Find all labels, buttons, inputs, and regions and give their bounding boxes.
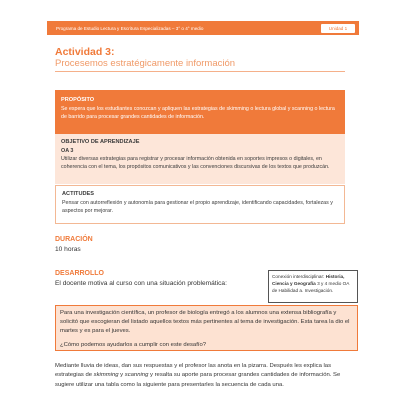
interdisciplinary-note — [268, 270, 358, 303]
header-bar — [47, 21, 359, 35]
proposito-box — [55, 90, 345, 134]
objetivo-text: Utilizar diversas estrategias para registrar y procesar información obtenida en soportes impresos o digitales, en coherencia con el tema, los propósitos comunicativos y las convenciones discursivas de los textos que produzcán. — [61, 156, 330, 170]
body-term-scanning: scanning — [124, 372, 149, 379]
duracion-value: 10 horas — [55, 246, 81, 253]
activity-subtitle: Procesemos estratégicamente información — [55, 58, 236, 69]
actitudes-heading: ACTITUDES — [62, 191, 95, 197]
objetivo-box — [55, 134, 345, 184]
body-paragraph — [55, 362, 358, 390]
activity-title: Actividad 3: — [55, 46, 115, 58]
problem-text: Para una investigación científica, un profesor de biología entregó a los alumnos una extensa bibliografía y solicitó que escogieran del listado aquellos textos más pertinentes al tema de investigación. Esta tarea la dio el martes y es para el jueves. — [60, 310, 350, 334]
desarrollo-heading: DESARROLLO — [55, 270, 104, 277]
desarrollo-intro: El docente motiva al curso con una situación problemática: — [55, 280, 227, 287]
problem-question: ¿Cómo podemos ayudarlos a cumplir con este desafío? — [60, 341, 207, 348]
proposito-heading: PROPÓSITO — [61, 97, 95, 103]
note-suffix: 3 y 4 medio OA de Habilidad a. Investigación. — [272, 280, 350, 293]
note-subjects: Historia, Ciencia y Geografía — [272, 274, 345, 286]
body-part1: Mediante lluvia de ideas, dan sus respuestas y el profesor las anota en la pizarra. Después les explica las estrategias de — [55, 363, 332, 379]
body-join: y — [120, 372, 124, 379]
body-term-skimming: skimming — [93, 372, 119, 379]
actitudes-box — [55, 185, 345, 224]
proposito-text: Se espera que los estudiantes conozcan y apliquen las estrategias de skimming o lectura global y scanning o lectura de barrido para procesar grandes cantidades de información. — [61, 106, 335, 120]
unit-badge: Unidad 1 — [321, 24, 355, 33]
objetivo-heading: OBJETIVO DE APRENDIZAJE — [61, 139, 140, 145]
objetivo-code: OA 3 — [61, 148, 74, 154]
body-part2: y resalta su aporte para procesar grandes cantidades de información. Se sugiere utilizar una tabla como la siguiente para presentarles la secuencia de cada una. — [55, 372, 341, 388]
problem-box — [55, 305, 358, 351]
duracion-heading: DURACIÓN — [55, 236, 93, 243]
note-prefix: Conexión interdisciplinar: — [272, 274, 325, 279]
actitudes-text: Pensar con autorreflexión y autonomía para gestionar el propio aprendizaje, identificando capacidades, fortalezas y aspectos por mejorar. — [62, 200, 333, 214]
header-title: Programa de Estudio Lectura y Escritura Especializadas – 3° o 4° medio — [56, 25, 204, 31]
title-divider — [55, 71, 345, 72]
